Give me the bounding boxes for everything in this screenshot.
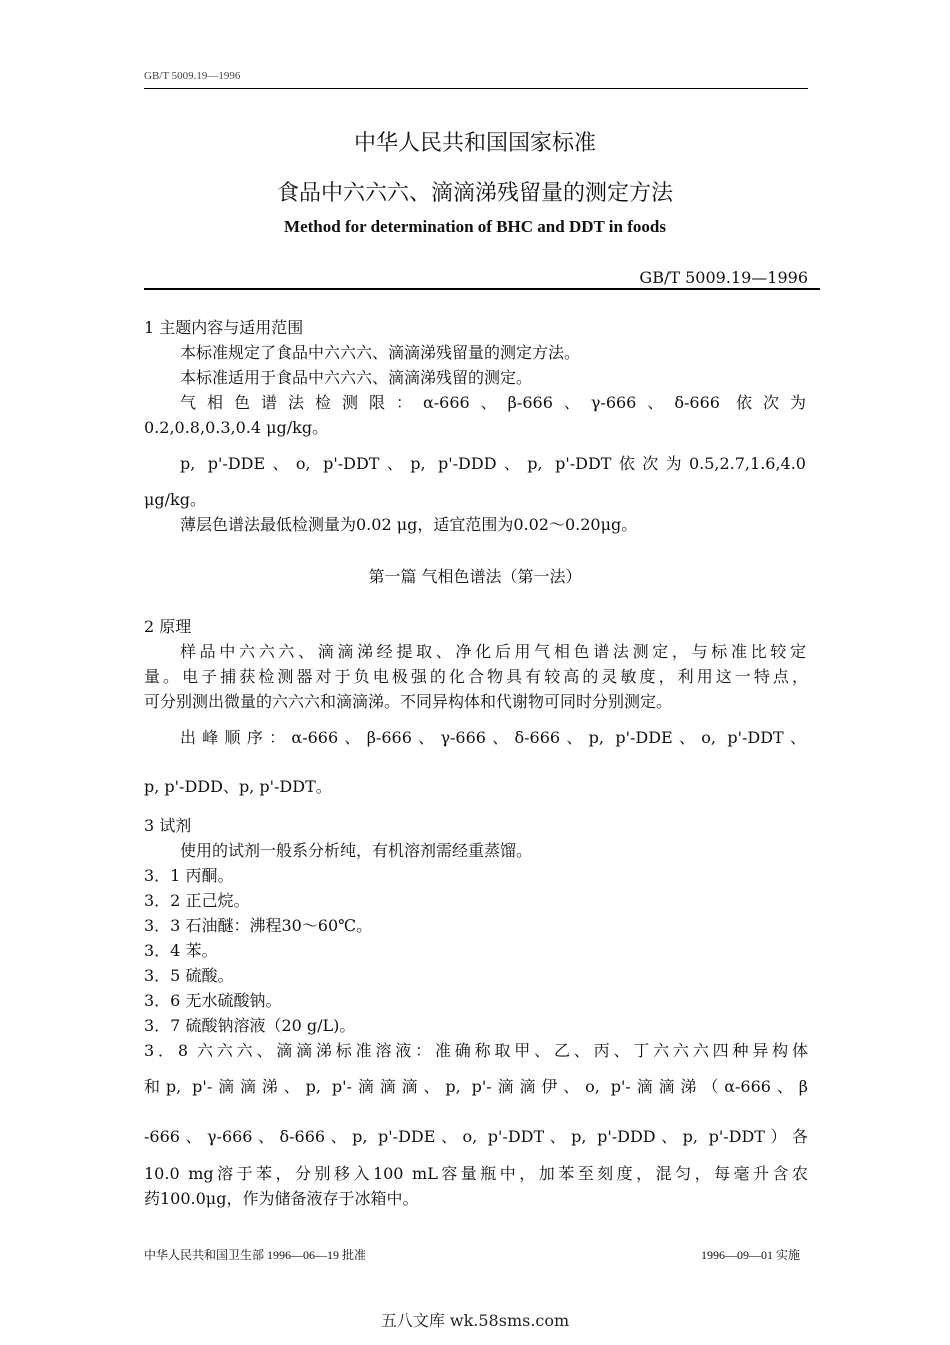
document-title: 食品中六六六、滴滴涕残留量的测定方法 [276, 181, 673, 206]
paragraph: 药100.0μg，作为储备液存于冰箱中。 [144, 1189, 419, 1208]
paragraph: -666、γ-666、δ-666、p, p'-DDE、o, p'-DDT、p, p'-DDD、p, p'-DDT）各 [144, 1127, 808, 1146]
list-item: 3．8 六六六、滴滴涕标准溶液：准确称取甲、乙、丙、丁六六六四种异构体 [144, 1041, 808, 1060]
section-2-heading: 2 原理 [144, 617, 192, 636]
title-rule [144, 288, 820, 290]
paragraph: 出峰顺序：α-666、β-666、γ-666、δ-666、p, p'-DDE、o, p'-DDT、 [180, 728, 806, 747]
paragraph: 使用的试剂一般系分析纯，有机溶剂需经重蒸馏。 [180, 841, 533, 860]
implementation-date: 1996—09—01 实施 [700, 1248, 800, 1262]
list-item: 3．3 石油醚：沸程30～60℃。 [144, 916, 373, 935]
paragraph: μg/kg。 [144, 490, 206, 509]
header-rule [144, 88, 808, 89]
paragraph: 本标准规定了食品中六六六、滴滴涕残留量的测定方法。 [180, 343, 581, 362]
paragraph: p, p'-DDE、o, p'-DDT、p, p'-DDD、p, p'-DDT依次为0.5,2.7,1.6,4.0 [180, 454, 806, 473]
paragraph: 量。电子捕获检测器对于负电极强的化合物具有较高的灵敏度，利用这一特点， [144, 667, 808, 686]
section-3-heading: 3 试剂 [144, 816, 192, 835]
part-heading: 第一篇 气相色谱法（第一法） [368, 567, 582, 586]
watermark: 五八文库 wk.58sms.com [380, 1311, 570, 1330]
list-item: 3．6 无水硫酸钠。 [144, 991, 282, 1010]
paragraph: 样品中六六六、滴滴涕经提取、净化后用气相色谱法测定，与标准比较定 [180, 642, 806, 661]
section-1-heading: 1 主题内容与适用范围 [144, 318, 304, 337]
paragraph: 10.0 mg溶于苯，分别移入100 mL容量瓶中，加苯至刻度，混匀，每毫升含农 [144, 1164, 808, 1183]
list-item: 3．1 丙酮。 [144, 866, 234, 885]
list-item: 3．7 硫酸钠溶液（20 g/L)。 [144, 1016, 356, 1035]
english-title: Method for determination of BHC and DDT in foods [284, 217, 666, 236]
standard-category-title: 中华人民共和国国家标准 [353, 131, 596, 156]
paragraph: 可分别测出微量的六六六和滴滴涕。不同异构体和代谢物可同时分别测定。 [144, 692, 673, 711]
paragraph: 本标准适用于食品中六六六、滴滴涕残留的测定。 [180, 368, 533, 387]
standard-code: GB/T 5009.19—1996 [639, 268, 808, 287]
paragraph: 薄层色谱法最低检测量为0.02 μg，适宜范围为0.02～0.20μg。 [180, 515, 638, 534]
list-item: 3．2 正己烷。 [144, 891, 250, 910]
approval-note: 中华人民共和国卫生部 1996—06—19 批准 [144, 1248, 367, 1262]
running-header: GB/T 5009.19—1996 [144, 70, 241, 82]
paragraph: 和p, p'-滴滴涕、p, p'-滴滴滴、p, p'-滴滴伊、o, p'-滴滴涕（α-666、β [144, 1077, 808, 1096]
paragraph: p, p'-DDD、p, p'-DDT。 [144, 777, 332, 796]
list-item: 3．5 硫酸。 [144, 966, 234, 985]
paragraph: 0.2,0.8,0.3,0.4 μg/kg。 [144, 418, 329, 437]
paragraph: 气相色谱法检测限：α-666、β-666、γ-666、δ-666 依次为 [180, 393, 806, 412]
list-item: 3．4 苯。 [144, 941, 218, 960]
